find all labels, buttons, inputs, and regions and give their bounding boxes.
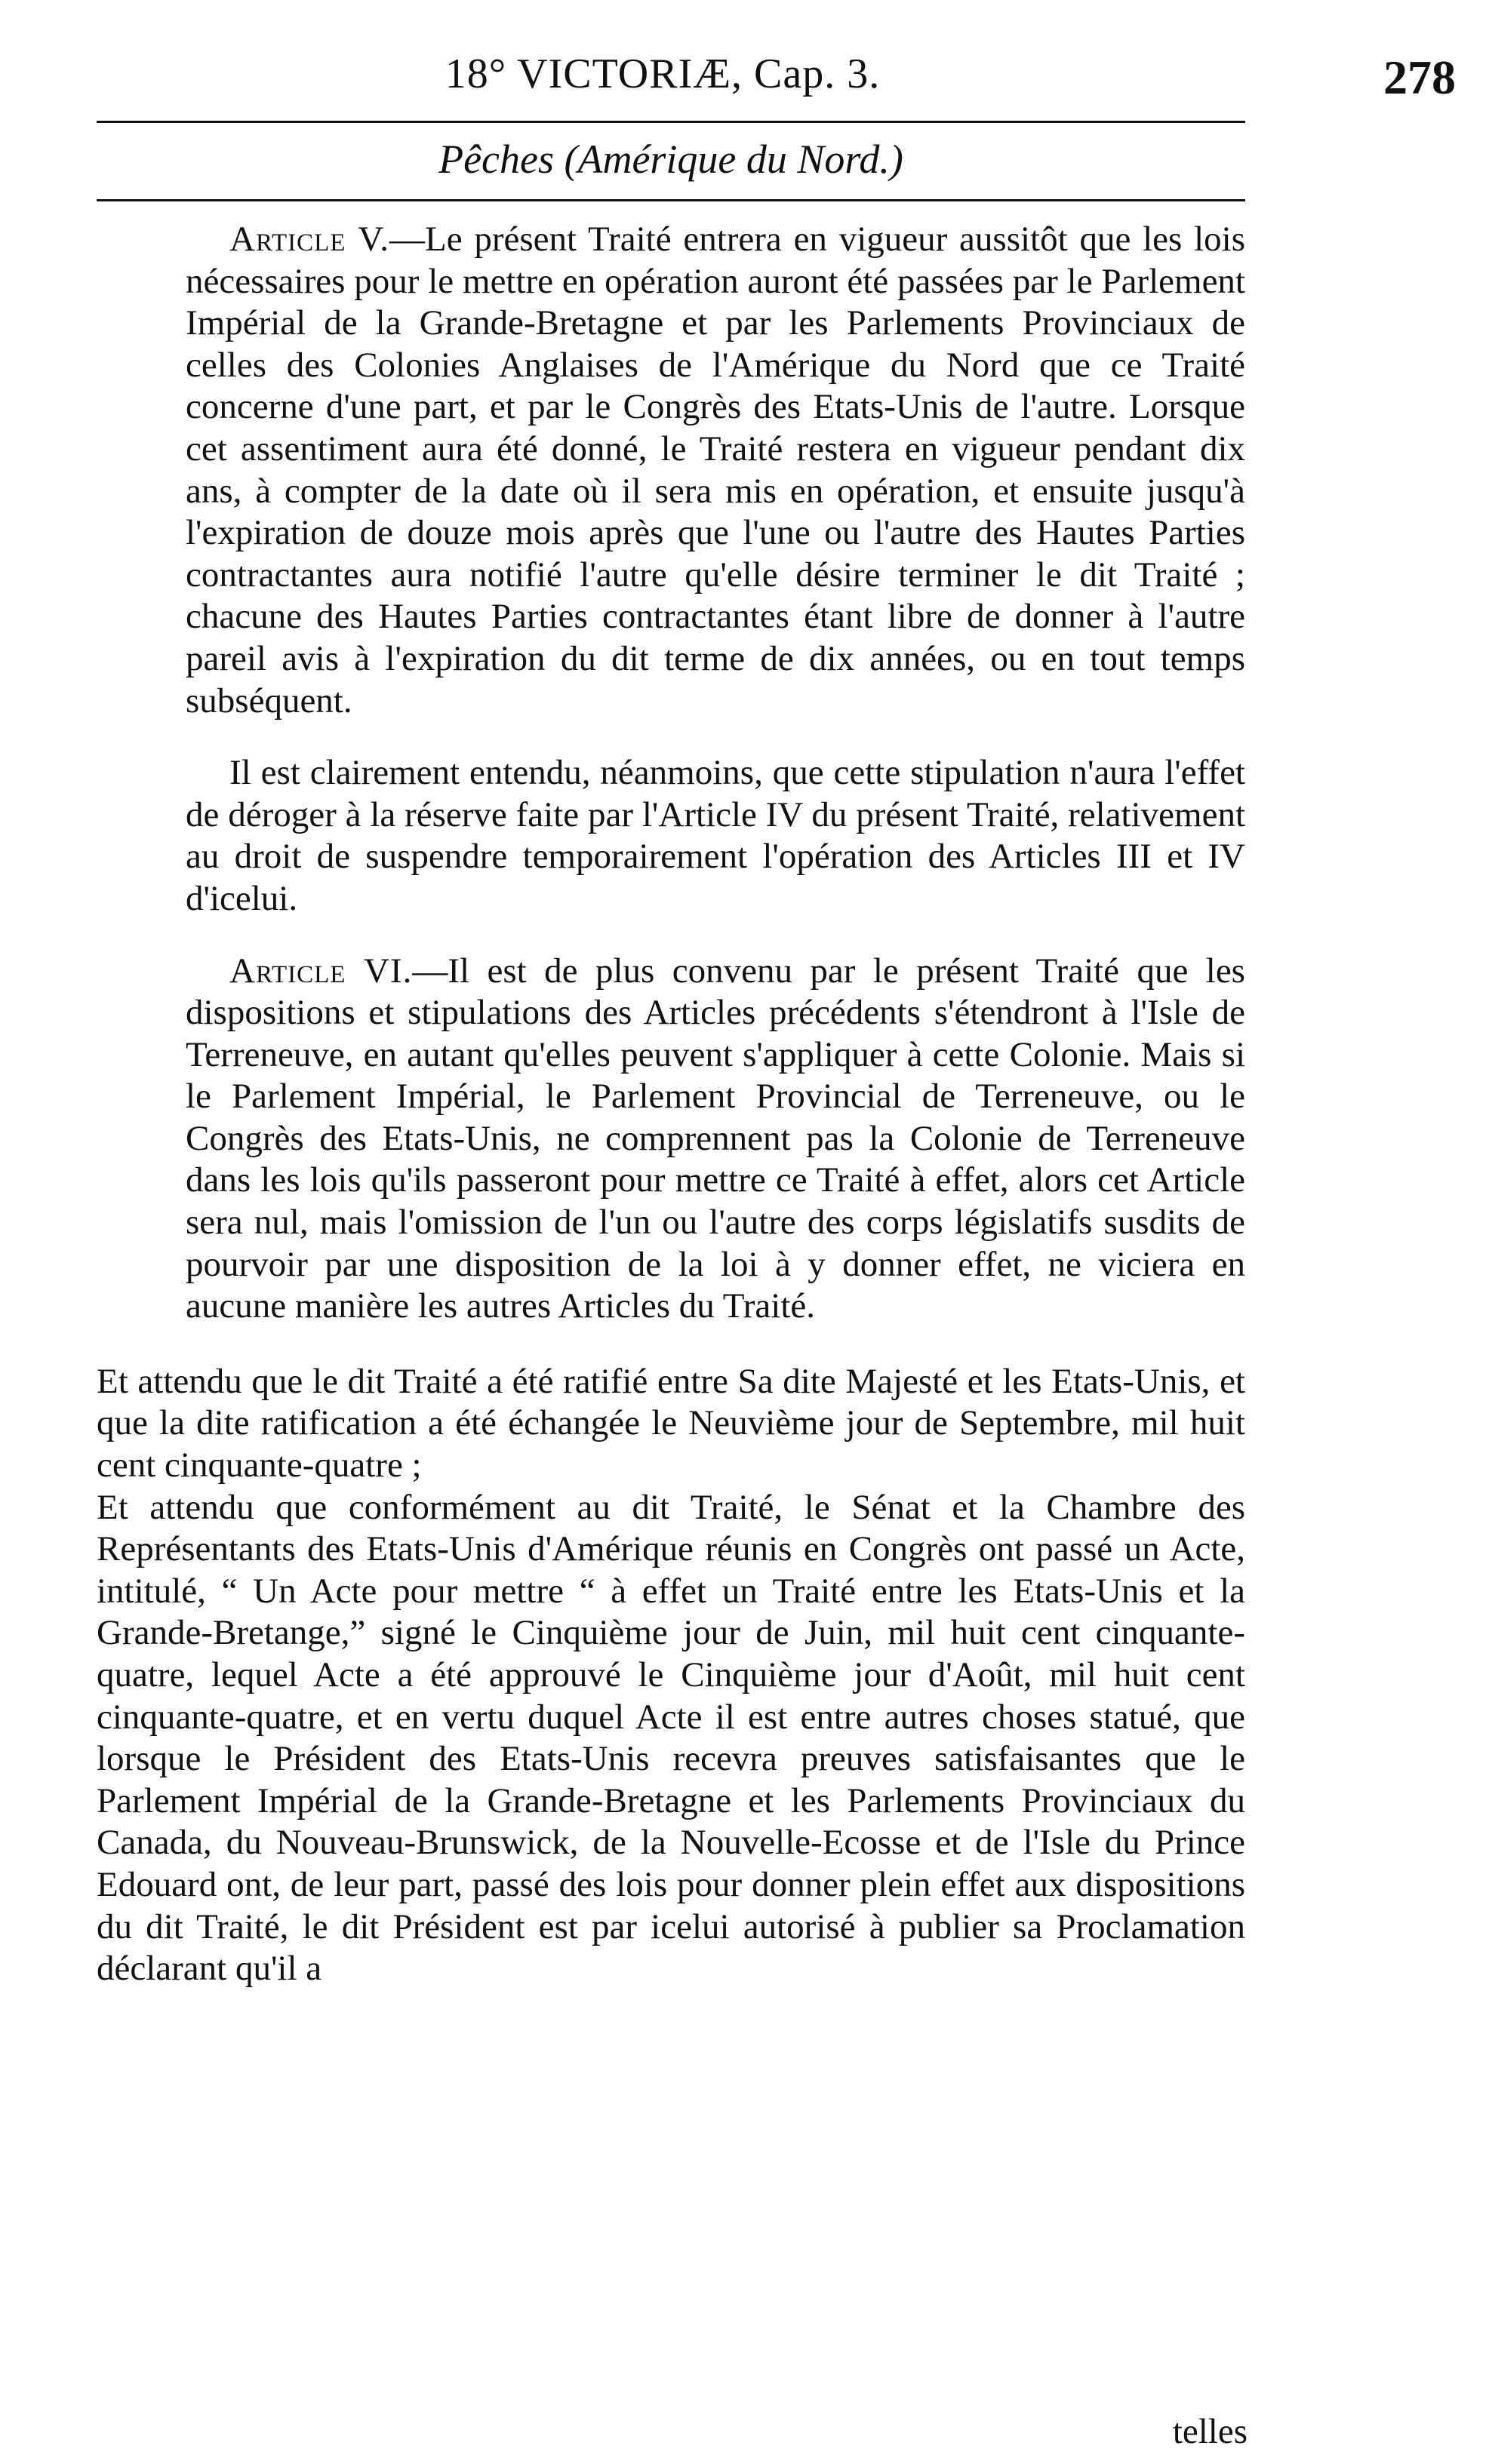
header-rule-top — [97, 121, 1245, 123]
article-6-heading: Article VI. — [229, 951, 413, 991]
article-6-text: —Il est de plus convenu par le présent Traité que les dispositions et stipulations des Articles précédents s'étendront à l'Isle de Terreneuve, en autant qu'elles peuvent s'appliquer à cette Colonie. Mais si le Parlement Impérial, le Parlement Provincial de Terreneuve, ou le Congrès des Etats-Unis, ne comprennent pas la Colonie de Terreneuve dans les lois qu'ils passeront pour mettre ce Traité à effet, alors cet Article sera nul, mais l'omission de l'un ou l'autre des corps législatifs susdits de pourvoir par une disposition de la loi à y donner effet, ne viciera en aucune manière les autres Articles du Traité. — [186, 951, 1245, 1326]
subject-heading: Pêches (Amérique du Nord.) — [438, 137, 903, 182]
article-5-continuation: Il est clairement entendu, néanmoins, que cette stipulation n'aura l'effet de déroger à la réserve faite par l'Article IV du présent Traité, relativement au droit de suspendre temporairement l'opération des Articles III et IV d'icelui. — [186, 753, 1245, 918]
article-5-heading: Article V. — [229, 220, 390, 259]
act-title: 18° VICTORIÆ, Cap. 3. — [445, 51, 881, 97]
page-body — [97, 219, 1245, 1990]
recital-congress-act: Et attendu que conformément au dit Traité, le Sénat et la Chambre des Représentants des Etats-Unis d'Amérique réunis en Congrès ont passé un Acte, intitulé, “ Un Acte pour mettre “ à effet un Traité entre les Etats-Unis et la Grande-Bretange,” signé le Cinquième jour de Juin, mil huit cent cinquante-quatre, lequel Acte a été approuvé le Cinquième jour d'Août, mil huit cent cinquante-quatre, et en vertu duquel Acte il est entre autres choses statué, que lorsque le Président des Etats-Unis recevra preuves satisfaisantes que le Parlement Impérial de la Grande-Bretagne et les Parlements Provinciaux du Canada, du Nouveau-Brunswick, de la Nouvelle-Ecosse et de l'Isle du Prince Edouard ont, de leur part, passé des lois pour donner plein effet aux dispositions du dit Traité, le dit Président est par icelui autorisé à publier sa Proclamation déclarant qu'il a — [97, 1487, 1245, 1989]
article-5-text: —Le présent Traité entrera en vigueur aussitôt que les lois nécessaires pour le mettre en opération auront été passées par le Parlement Impérial de la Grande-Bretagne et par les Parlements Provinciaux de celles des Colonies Anglaises de l'Amérique du Nord que ce Traité concerne d'une part, et par le Congrès des Etats-Unis de l'autre. Lorsque cet assentiment aura été donné, le Traité restera en vigueur pendant dix ans, à compter de la date où il sera mis en opération, et ensuite jusqu'à l'expiration de douze mois après que l'une ou l'autre des Hautes Parties contractantes aura notifié l'autre qu'elle désire terminer le dit Traité ; chacune des Hautes Parties contractantes étant libre de donner à l'autre pareil avis à l'expiration du dit terme de dix années, ou en tout temps subséquent. — [186, 220, 1245, 720]
article-5 — [186, 219, 1245, 722]
catchword: telles — [1172, 2412, 1247, 2451]
page-number: 278 — [1383, 51, 1456, 104]
header-rule-bottom — [97, 199, 1245, 201]
article-6 — [186, 951, 1245, 1328]
recital-ratification: Et attendu que le dit Traité a été ratifié entre Sa dite Majesté et les Etats-Unis, et que la dite ratification a été échangée le Neuvième jour de Septembre, mil huit cent cinquante-quatre ; — [97, 1361, 1245, 1485]
running-head — [97, 50, 1489, 103]
